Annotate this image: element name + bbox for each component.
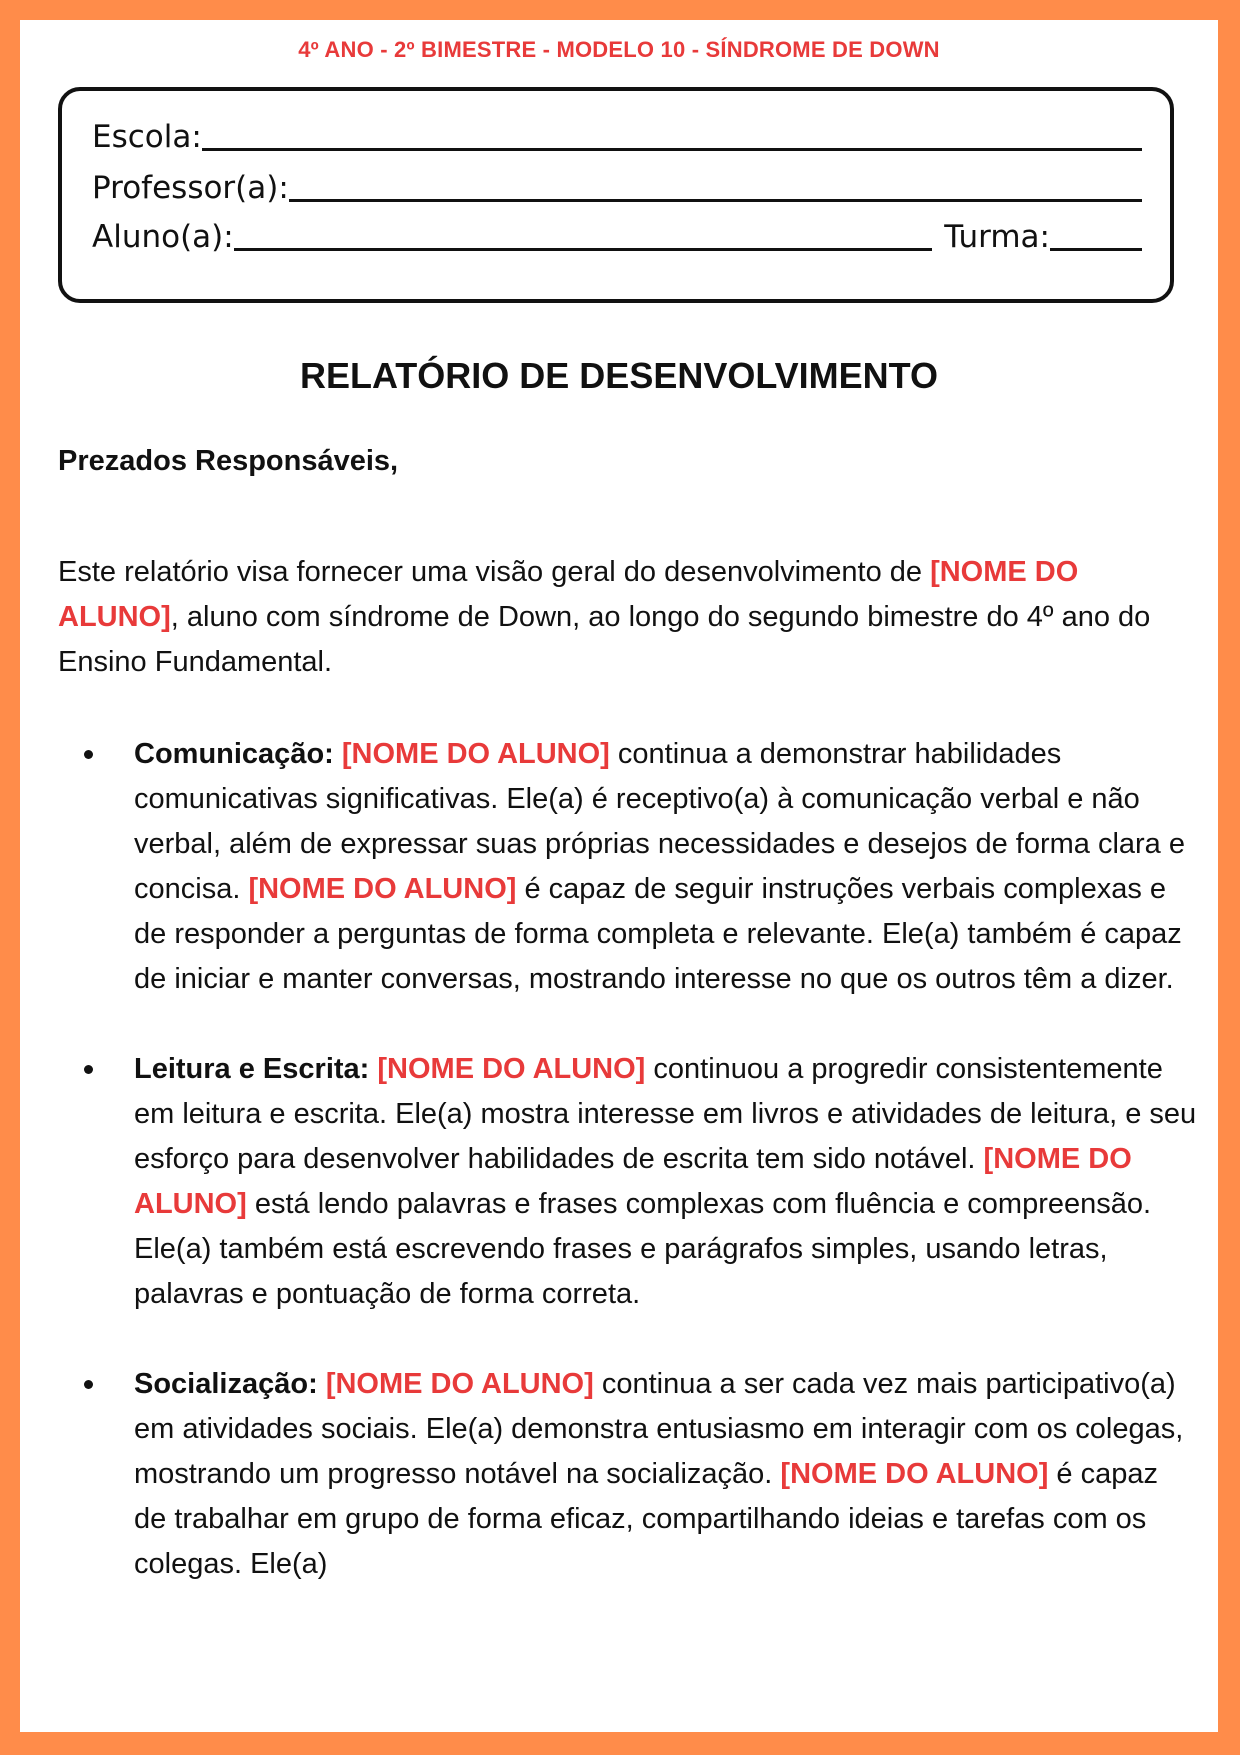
escola-input-line[interactable] bbox=[202, 148, 1142, 151]
professor-input-line[interactable] bbox=[289, 199, 1142, 202]
intro-paragraph bbox=[58, 550, 1188, 685]
list-item-socializacao bbox=[58, 1362, 1198, 1587]
aluno-input-line[interactable] bbox=[234, 248, 933, 251]
item-text: é capaz de trabalhar em grupo de forma eficaz, compartilhando ideias e tarefas com os colegas. Ele(a) bbox=[134, 1458, 1158, 1580]
item-text: continuou a progredir consistentemente em leitura e escrita. Ele(a) mostra interesse em livros e atividades de leitura, e seu esforço para desenvolver habilidades de escrita tem sido notável. bbox=[134, 1053, 1197, 1175]
student-name-placeholder: [NOME DO ALUNO] bbox=[377, 1053, 646, 1085]
professor-label: Professor(a): bbox=[92, 170, 289, 206]
escola-field[interactable] bbox=[92, 117, 1142, 157]
turma-input-line[interactable] bbox=[1050, 248, 1142, 251]
student-info-box bbox=[58, 87, 1174, 303]
item-heading: Leitura e Escrita: bbox=[134, 1053, 370, 1085]
document-title: RELATÓRIO DE DESENVOLVIMENTO bbox=[299, 355, 939, 396]
greeting: Prezados Responsáveis, bbox=[58, 445, 399, 477]
list-item-leitura-escrita bbox=[58, 1047, 1198, 1317]
header-title: 4º ANO - 2º BIMESTRE - MODELO 10 - SÍNDROME DE DOWN bbox=[298, 37, 940, 62]
escola-label: Escola: bbox=[92, 119, 202, 155]
item-text: continua a demonstrar habilidades comunicativas significativas. Ele(a) é receptivo(a) à comunicação verbal e não verbal, além de expressar suas próprias necessidades e desejos de forma clara e concisa. bbox=[134, 738, 1185, 905]
professor-field[interactable] bbox=[92, 168, 1142, 208]
bullet-icon bbox=[84, 1380, 93, 1389]
student-name-placeholder: [NOME DO ALUNO] bbox=[780, 1458, 1049, 1490]
item-text: está lendo palavras e frases complexas com fluência e compreensão. Ele(a) também está escrevendo frases e parágrafos simples, usando letras, palavras e pontuação de forma correta. bbox=[134, 1188, 1152, 1310]
intro-text-after: , aluno com síndrome de Down, ao longo do segundo bimestre do 4º ano do Ensino Fundamental. bbox=[58, 601, 1151, 678]
document-page bbox=[20, 20, 1218, 1732]
development-items-list bbox=[58, 732, 1198, 1632]
item-heading: Comunicação: bbox=[134, 738, 334, 770]
student-name-placeholder: [NOME DO ALUNO] bbox=[248, 873, 517, 905]
bullet-icon bbox=[84, 750, 93, 759]
student-name-placeholder: [NOME DO ALUNO] bbox=[325, 1368, 594, 1400]
item-heading: Socialização: bbox=[134, 1368, 318, 1400]
turma-label: Turma: bbox=[944, 219, 1050, 255]
list-item-comunicacao bbox=[58, 732, 1198, 1002]
student-name-placeholder: [NOME DO ALUNO] bbox=[341, 738, 610, 770]
item-text: continua a ser cada vez mais participativo(a) em atividades sociais. Ele(a) demonstra entusiasmo em interagir com os colegas, mostrando um progresso notável na socialização. bbox=[134, 1368, 1184, 1490]
aluno-field[interactable] bbox=[92, 217, 1142, 257]
student-name-placeholder: [NOME DO ALUNO] bbox=[58, 556, 1079, 633]
student-name-placeholder: [NOME DO ALUNO] bbox=[134, 1143, 1132, 1220]
bullet-icon bbox=[84, 1065, 93, 1074]
item-text: é capaz de seguir instruções verbais complexas e de responder a perguntas de forma completa e relevante. Ele(a) também é capaz de iniciar e manter conversas, mostrando interesse no que os outros têm a dizer. bbox=[134, 873, 1182, 995]
aluno-label: Aluno(a): bbox=[92, 219, 234, 255]
intro-text-before: Este relatório visa fornecer uma visão geral do desenvolvimento de bbox=[58, 556, 931, 588]
